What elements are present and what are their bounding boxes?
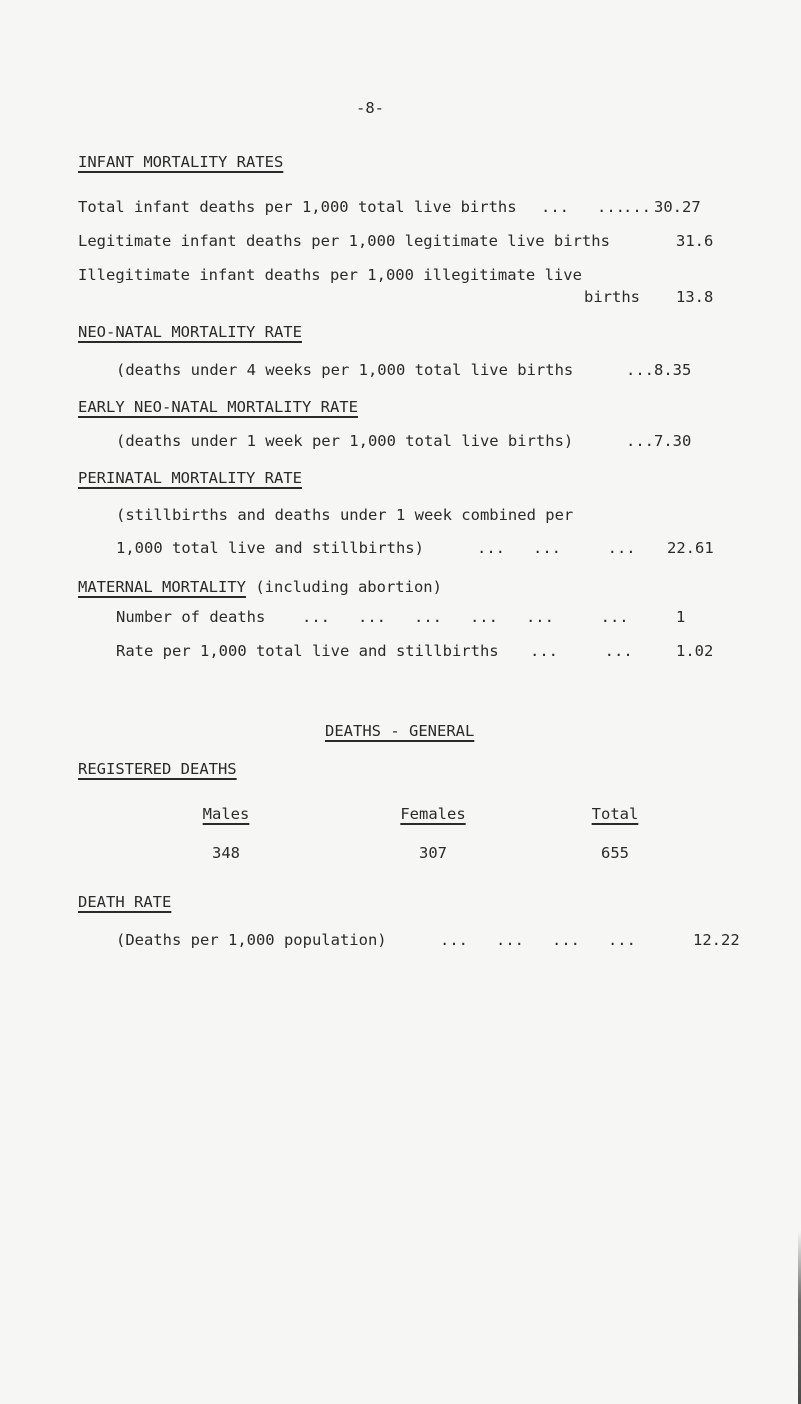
- perinatal-value: 22.61: [667, 539, 714, 557]
- infant-illegitimate-label: Illegitimate infant deaths per 1,000 illegitimate live: [78, 266, 582, 284]
- infant-illegitimate-value: 13.8: [676, 288, 714, 306]
- perinatal-label: (stillbirths and deaths under 1 week combined per: [116, 506, 574, 524]
- maternal-heading-suffix: (including abortion): [255, 578, 442, 596]
- early-neo-natal-label: (deaths under 1 week per 1,000 total live births): [116, 432, 574, 450]
- infant-mortality-heading: INFANT MORTALITY RATES: [78, 153, 284, 171]
- value-males: 348: [212, 844, 240, 862]
- maternal-deaths-leaders: ... ... ... ... ... ...: [302, 608, 629, 626]
- infant-legitimate-label: Legitimate infant deaths per 1,000 legitimate live births: [78, 232, 610, 250]
- column-header-total: Total: [591, 805, 639, 823]
- maternal-heading: MATERNAL MORTALITY: [78, 578, 246, 596]
- early-neo-natal-leaders: ...: [626, 432, 654, 450]
- value-females: 307: [419, 844, 447, 862]
- death-rate-heading: DEATH RATE: [78, 893, 172, 911]
- maternal-heading-line: [78, 577, 442, 597]
- early-neo-natal-value: 7.30: [654, 432, 692, 450]
- death-rate-leaders: ... ... ... ...: [440, 931, 636, 949]
- neo-natal-label: (deaths under 4 weeks per 1,000 total live births: [116, 361, 574, 379]
- early-neo-natal-heading: EARLY NEO-NATAL MORTALITY RATE: [78, 398, 358, 416]
- maternal-rate-value: 1.02: [676, 642, 714, 660]
- maternal-deaths-label: Number of deaths: [116, 608, 266, 626]
- value-total: 655: [601, 844, 629, 862]
- maternal-rate-label: Rate per 1,000 total live and stillbirths: [116, 642, 499, 660]
- perinatal-leaders: ... ... ...: [477, 539, 636, 557]
- column-header-females: Females: [400, 805, 466, 823]
- maternal-rate-leaders: ... ...: [530, 642, 633, 660]
- infant-total-leaders: ... ...: [541, 198, 625, 216]
- neo-natal-leaders: ...: [626, 361, 654, 379]
- death-rate-value: 12.22: [693, 931, 740, 949]
- infant-illegitimate-label-cont: births: [584, 288, 640, 306]
- neo-natal-heading: NEO-NATAL MORTALITY RATE: [78, 323, 302, 341]
- perinatal-label-cont: 1,000 total live and stillbirths): [116, 539, 424, 557]
- neo-natal-value: 8.35: [654, 361, 692, 379]
- page-number: -8-: [356, 99, 384, 117]
- infant-total-value: 30.27: [654, 198, 701, 216]
- death-rate-label: (Deaths per 1,000 population): [116, 931, 387, 949]
- deaths-general-heading: DEATHS - GENERAL: [325, 722, 475, 740]
- infant-total-leaders-end: ...: [623, 198, 651, 216]
- infant-legitimate-value: 31.6: [676, 232, 714, 250]
- column-header-males: Males: [202, 805, 250, 823]
- registered-deaths-heading: REGISTERED DEATHS: [78, 760, 237, 778]
- maternal-deaths-value: 1: [676, 608, 686, 626]
- infant-total-label: Total infant deaths per 1,000 total live births: [78, 198, 517, 216]
- perinatal-heading: PERINATAL MORTALITY RATE: [78, 469, 302, 487]
